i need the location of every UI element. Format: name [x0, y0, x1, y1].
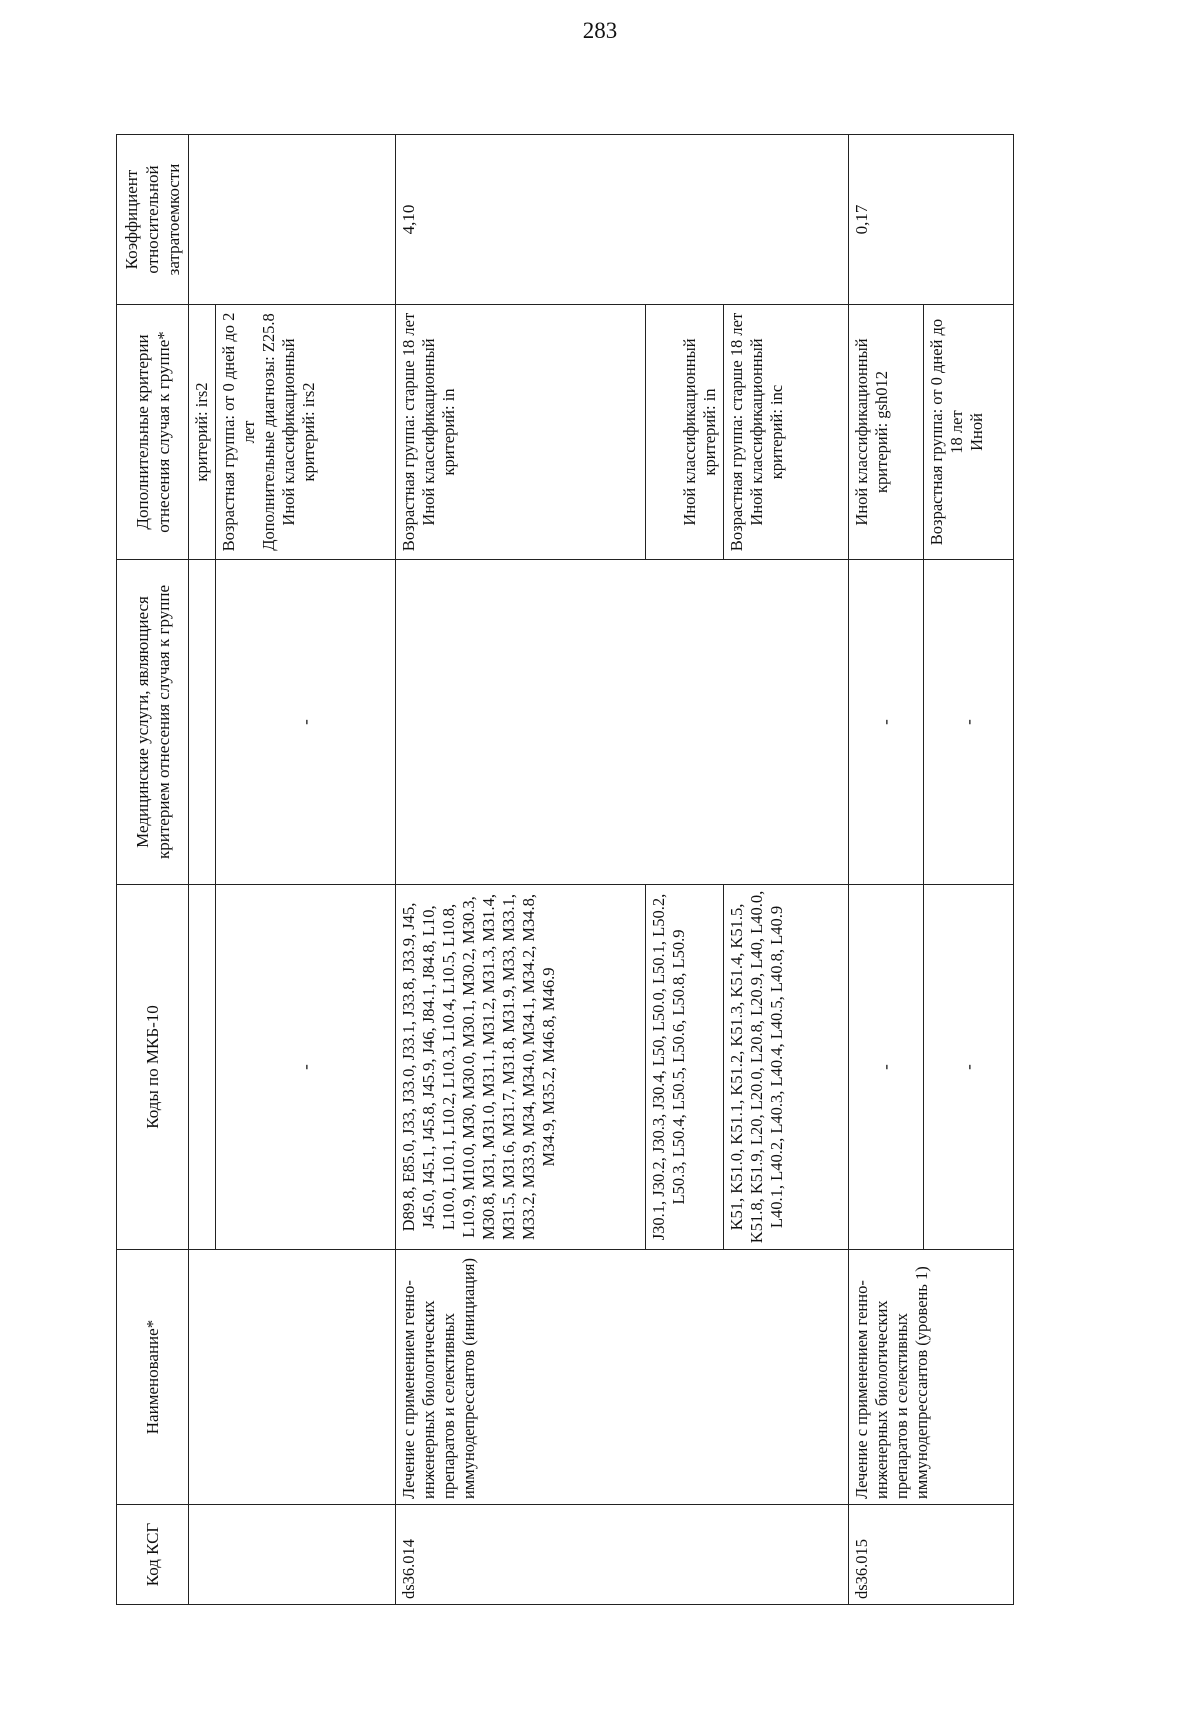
cell-criteria: Возрастная группа: от 0 дней до 2 лет Дополнительные диагнозы: Z25.8 Иной классификационный критерий: irs2 — [216, 305, 396, 560]
cell-coef: 4,10 — [396, 135, 849, 305]
table-row — [849, 135, 924, 1605]
cell-criteria: Возрастная группа: старше 18 лет Иной классификационный критерий: inc — [724, 305, 849, 560]
cell-icd: D89.8, E85.0, J33, J33.0, J33.1, J33.8, J33.9, J45, J45.0, J45.1, J45.8, J45.9, J46, J84.1, J84.8, L10, L10.0, L10.1, L10.2, L10.3, L10.4, L10.5, L10.8, L10.9, M10.0, M30, M30.0, M30.1, M30.2, M30.3, M30.8, M31, M31.0, M31.1, M31.2, M31.3, M31.4, M31.5, M31.6, M31.7, M31.8, M31.9, M33, M33.1, M33.2, M33.9, M34, M34.0, M34.1, M34.2, M34.8, M34.9, M35.2, M46.8, M46.9 — [396, 885, 646, 1250]
cell-icd: J30.1, J30.2, J30.3, J30.4, L50, L50.0, L50.1, L50.2, L50.3, L50.4, L50.5, L50.6, L50.8, L50.9 — [646, 885, 724, 1250]
cell-icd — [189, 885, 216, 1250]
header-code: Код КСГ — [117, 1505, 189, 1605]
cell-services: - — [849, 560, 924, 885]
cell-icd: - — [216, 885, 396, 1250]
header-name: Наименование* — [117, 1250, 189, 1505]
rotated-table-container — [116, 135, 1086, 1605]
cell-code — [189, 1505, 396, 1605]
table-row — [396, 135, 646, 1605]
cell-services — [396, 560, 849, 885]
header-services: Медицинские услуги, являющиеся критерием отнесения случая к группе — [117, 560, 189, 885]
cell-icd: K51, K51.0, K51.1, K51.2, K51.3, K51.4, K51.5, K51.8, K51.9, L20, L20.0, L20.8, L20.9, L40, L40.0, L40.1, L40.2, L40.3, L40.4, L40.5, L40.8, L40.9 — [724, 885, 849, 1250]
cell-criteria: Возрастная группа: от 0 дней до 18 лет Иной — [924, 305, 1014, 560]
cell-criteria: Иной классификационный критерий: gsh012 — [849, 305, 924, 560]
table-row — [189, 135, 216, 1605]
header-icd: Коды по МКБ-10 — [117, 885, 189, 1250]
page-number: 283 — [582, 18, 618, 43]
cell-code: ds36.015 — [849, 1505, 1014, 1605]
cell-coef: 0,17 — [849, 135, 1014, 305]
cell-services: - — [924, 560, 1014, 885]
cell-icd: - — [924, 885, 1014, 1250]
cell-criteria: критерий: irs2 — [189, 305, 216, 560]
cell-coef — [189, 135, 396, 305]
cell-name: Лечение с применением генно-инженерных биологических препаратов и селективных иммунодепрессантов (инициация) — [396, 1250, 849, 1505]
cell-code: ds36.014 — [396, 1505, 849, 1605]
cell-icd: - — [849, 885, 924, 1250]
cell-name — [189, 1250, 396, 1505]
cell-services: - — [216, 560, 396, 885]
header-coef: Коэффициент относительной затратоемкости — [117, 135, 189, 305]
cell-criteria: Иной классификационный критерий: in — [646, 305, 724, 560]
cell-criteria: Возрастная группа: старше 18 лет Иной классификационный критерий: in — [396, 305, 646, 560]
ksg-table — [116, 134, 1014, 1605]
header-criteria: Дополнительные критерии отнесения случая к группе* — [117, 305, 189, 560]
cell-name: Лечение с применением генно-инженерных биологических препаратов и селективных иммунодепрессантов (уровень 1) — [849, 1250, 1014, 1505]
header-row — [117, 135, 189, 1605]
cell-services — [189, 560, 216, 885]
